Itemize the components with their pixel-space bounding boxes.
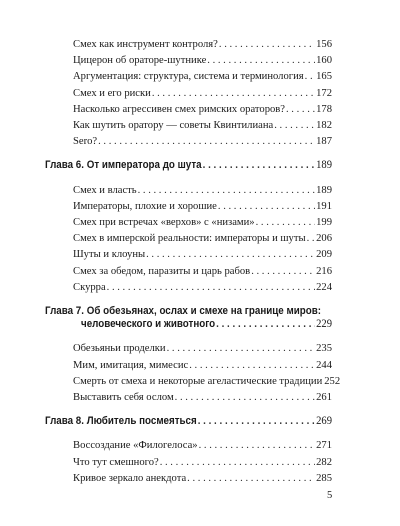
chapter-title: Глава 8. Любитель посмеяться bbox=[45, 415, 197, 428]
toc-entry-title: Императоры, плохие и хорошие bbox=[73, 201, 217, 212]
toc-entry bbox=[73, 391, 332, 404]
toc-entry bbox=[73, 184, 332, 197]
toc-entry-page: 252 bbox=[324, 376, 341, 387]
dot-leader bbox=[305, 70, 315, 83]
dot-leader bbox=[167, 342, 316, 355]
toc-entry-page: 187 bbox=[316, 136, 332, 147]
toc-entry-title: Смерть от смеха и некоторые агеластические традиции bbox=[73, 376, 323, 387]
toc-entry-page: 235 bbox=[316, 343, 332, 354]
toc-entry bbox=[73, 135, 332, 148]
dot-leader bbox=[189, 359, 315, 372]
toc-entry-title: Что тут смешного? bbox=[73, 457, 159, 468]
dot-leader bbox=[175, 391, 315, 404]
toc-entry bbox=[73, 375, 341, 388]
toc-entry bbox=[73, 456, 332, 469]
toc-entry-page: 209 bbox=[316, 249, 332, 260]
toc-entry-page: 182 bbox=[316, 120, 332, 131]
dot-leader bbox=[187, 472, 315, 485]
toc-entry bbox=[73, 119, 332, 132]
dot-leader bbox=[199, 439, 316, 452]
toc-entry-page: 156 bbox=[316, 39, 332, 50]
dot-leader bbox=[98, 135, 315, 148]
toc-entry-title: Как шутить оратору — советы Квинтилиана bbox=[73, 120, 274, 131]
dot-leader bbox=[218, 200, 315, 213]
toc-entry-title: Смех и власть bbox=[73, 185, 137, 196]
toc-entry-title: Обезьяньи проделки bbox=[73, 343, 166, 354]
toc-entry-page: 216 bbox=[316, 266, 332, 277]
dot-leader bbox=[198, 414, 315, 428]
dot-leader bbox=[286, 103, 315, 116]
toc-entry-title: Скурра bbox=[73, 282, 106, 293]
chapter-title-line1: Глава 7. Об обезьянах, ослах и смехе на границе миров: bbox=[45, 305, 321, 318]
toc-entry-title: Смех и его риски bbox=[73, 88, 151, 99]
dot-leader bbox=[274, 119, 315, 132]
dot-leader bbox=[251, 265, 315, 278]
dot-leader bbox=[138, 184, 316, 197]
toc-entry-title: Смех за обедом, паразиты и царь рабов bbox=[73, 266, 251, 277]
dot-leader bbox=[152, 87, 315, 100]
toc-entry-page: 244 bbox=[316, 360, 332, 371]
dot-leader bbox=[146, 248, 315, 261]
toc-entry-title: Мим, имитация, мимесис bbox=[73, 360, 189, 371]
toc-entry bbox=[73, 248, 332, 261]
toc-entry-page: 189 bbox=[316, 185, 332, 196]
toc-entry-page: 165 bbox=[316, 71, 332, 82]
toc-entry-page: 282 bbox=[316, 457, 332, 468]
toc-entry-title: Смех при встречах «верхов» с «низами» bbox=[73, 217, 255, 228]
chapter-page: 229 bbox=[316, 318, 332, 331]
chapter-page: 189 bbox=[316, 159, 332, 172]
toc-entry-title: Смех в имперской реальности: императоры и шуты bbox=[73, 233, 306, 244]
toc-entry-title: Насколько агрессивен смех римских ораторов? bbox=[73, 104, 285, 115]
chapter-heading bbox=[45, 317, 332, 331]
dot-leader bbox=[307, 232, 316, 245]
dot-leader bbox=[203, 158, 315, 172]
toc-entry bbox=[73, 54, 332, 67]
chapter-title-line2: человеческого и животного bbox=[81, 318, 216, 331]
toc-entry-page: 206 bbox=[316, 233, 332, 244]
dot-leader bbox=[107, 281, 315, 294]
toc-entry bbox=[73, 232, 332, 245]
toc-entry-page: 172 bbox=[316, 88, 332, 99]
toc-entry-title: Sero? bbox=[73, 136, 98, 147]
dot-leader bbox=[207, 54, 315, 67]
toc-entry-title: Цицерон об ораторе-шутнике bbox=[73, 55, 207, 66]
toc-entry-title: Воссоздание «Филогелоса» bbox=[73, 440, 198, 451]
toc-entry-page: 271 bbox=[316, 440, 332, 451]
chapter-title: Глава 6. От императора до шута bbox=[45, 159, 202, 172]
toc-entry-page: 199 bbox=[316, 217, 332, 228]
dot-leader bbox=[256, 216, 316, 229]
chapter-heading bbox=[45, 158, 332, 172]
toc-entry-title: Аргументация: структура, система и терминология bbox=[73, 71, 304, 82]
dot-leader bbox=[219, 38, 315, 51]
chapter-page: 269 bbox=[316, 415, 332, 428]
toc-entry bbox=[73, 342, 332, 355]
toc-entry-title: Смех как инструмент контроля? bbox=[73, 39, 218, 50]
toc-entry bbox=[73, 103, 332, 116]
toc-entry bbox=[73, 70, 332, 83]
toc-entry bbox=[73, 359, 332, 372]
toc-entry bbox=[73, 472, 332, 485]
toc-entry-page: 224 bbox=[316, 282, 332, 293]
toc-entry-title: Кривое зеркало анекдота bbox=[73, 473, 187, 484]
toc-entry bbox=[73, 87, 332, 100]
chapter-heading bbox=[45, 414, 332, 428]
toc-entry-page: 191 bbox=[316, 201, 332, 212]
dot-leader bbox=[216, 317, 315, 331]
toc-entry-title: Шуты и клоуны bbox=[73, 249, 146, 260]
toc-entry bbox=[73, 38, 332, 51]
toc-entry bbox=[73, 281, 332, 294]
page-number: 5 bbox=[327, 490, 333, 501]
toc-entry-page: 160 bbox=[316, 55, 332, 66]
toc-entry bbox=[73, 216, 332, 229]
toc-entry-title: Выставить себя ослом bbox=[73, 392, 174, 403]
dot-leader bbox=[160, 456, 315, 469]
toc-entry-page: 285 bbox=[316, 473, 332, 484]
toc-entry-page: 261 bbox=[316, 392, 332, 403]
toc-entry bbox=[73, 265, 332, 278]
toc-entry bbox=[73, 200, 332, 213]
toc-entry-page: 178 bbox=[316, 104, 332, 115]
toc-entry bbox=[73, 439, 332, 452]
